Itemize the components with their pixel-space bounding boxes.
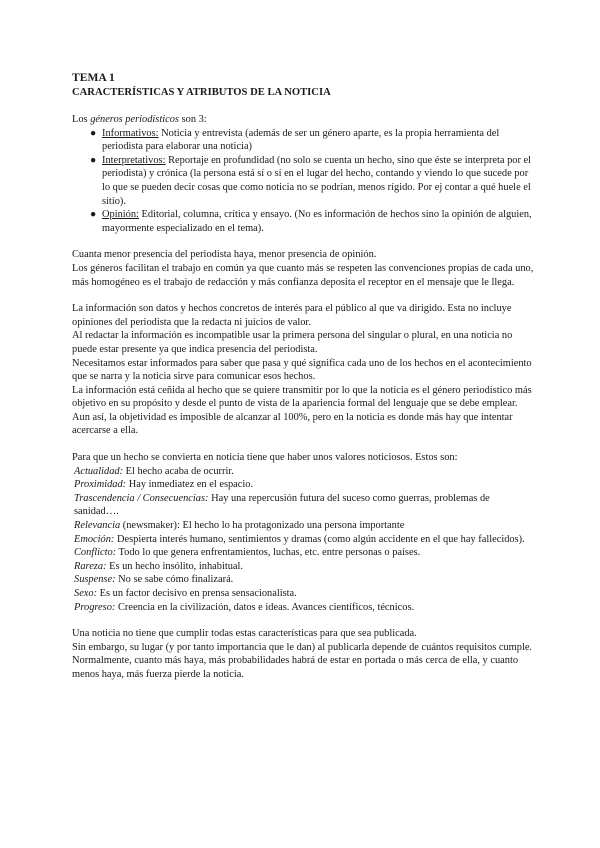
valor-label: Progreso: — [74, 601, 116, 613]
valor-text: Es un hecho insólito, inhabitual. — [106, 560, 244, 572]
valor-label: Relevancia — [74, 520, 121, 532]
genre-label: Opinión: — [102, 209, 139, 221]
valor-text: Todo lo que genera enfrentamientos, luchas, etc. entre personas o países. — [116, 547, 421, 559]
valor-item — [72, 465, 534, 479]
paragraph: Normalmente, cuanto más haya, más probabilidades habrá de estar en portada o más cerca de ella, y cuanto menos haya, más fuerza pierde la noticia. — [72, 655, 519, 680]
valor-item — [72, 519, 534, 533]
valor-item — [72, 573, 534, 587]
valor-text: No se sabe cómo finalizará. — [115, 574, 234, 586]
paragraph: La información son datos y hechos concretos de interés para el público al que va dirigido. Esta no incluye opiniones del periodista que la redacta ni juicios de valor. — [72, 303, 512, 328]
valor-label: Conflicto: — [74, 547, 117, 559]
paragraph: La información está ceñida al hecho que se quiere transmitir por lo que la noticia es el género periodístico más objetivo en su propósito y desde el punto de vista de la apariencia formal del lenguaje que se debe emplear. Aun así, la objetividad es imposible de alcanzar al 100%, pero en la noticia es donde más hay que intentar acercarse a ella. — [72, 384, 532, 437]
valor-label: Rareza: — [74, 560, 107, 572]
paragraph: Al redactar la información es incompatible usar la primera persona del singular o plural, en una noticia no puede estar presente ya que indica presencia del periodista. — [72, 330, 513, 355]
valor-label: Proximidad: — [74, 479, 127, 491]
document-subtitle: CARACTERÍSTICAS Y ATRIBUTOS DE LA NOTICIA — [72, 87, 331, 98]
document-page — [72, 70, 534, 682]
list-item — [90, 127, 534, 154]
paragraph: Los géneros facilitan el trabajo en común ya que cuanto más se respeten las convenciones propias de cada uno, más homogéneo es el trabajo de redacción y más confianza deposita el receptor en el mensaje que le llega. — [72, 262, 534, 288]
generos-intro-pre: Los — [72, 114, 91, 125]
valor-item — [72, 587, 534, 601]
genre-text: Reportaje en profundidad (no solo se cuenta un hecho, sino que éste se interpreta por el periodista) y crónica (la persona está sí o sí en el lugar del hecho, contando y viendo lo que sucede por lo que se pueden decir cosas que como noticia no se podrían, menos rígido. Por ej contar a qué huele el sitio). — [102, 154, 532, 207]
list-item — [90, 208, 534, 235]
valor-text: Hay una repercusión futura del suceso como guerras, problemas de sanidad…. — [74, 492, 490, 518]
valor-text: Hay inmediatez en el espacio. — [126, 479, 254, 491]
list-item — [90, 154, 534, 208]
valor-text: Creencia en la civilización, datos e ideas. Avances científicos, técnicos. — [115, 601, 415, 613]
generos-list — [72, 127, 534, 236]
paragraph: Necesitamos estar informados para saber que pasa y qué significa cada uno de los hechos en el acontecimiento que se narra y la noticia sirve para comunicar esos hechos. — [72, 357, 532, 383]
generos-intro — [72, 113, 534, 127]
document-title: TEMA 1 — [72, 71, 115, 84]
valor-item — [72, 560, 534, 574]
valor-label: Trascendencia / Consecuencias: — [74, 492, 209, 504]
genre-text: Editorial, columna, crítica y ensayo. (No es información de hechos sino la opinión de alguien, mayormente especializado en el tema). — [102, 209, 532, 234]
valor-text: (newsmaker): El hecho lo ha protagonizado una persona importante — [120, 520, 405, 532]
paragraph: Sin embargo, su lugar (y por tanto importancia que le dan) al publicarla depende de cuántos requisitos cumple. — [72, 641, 533, 653]
valor-item — [72, 533, 534, 547]
genre-text: Noticia y entrevista (además de ser un género aparte, es la propia herramienta del periodista para elaborar una noticia) — [102, 127, 500, 153]
valor-text: El hecho acaba de ocurrir. — [123, 465, 234, 477]
valor-label: Emoción: — [74, 533, 115, 545]
bullet-icon: ● — [90, 127, 97, 139]
valor-label: Suspense: — [74, 574, 116, 586]
paragraph: Cuanta menor presencia del periodista haya, menor presencia de opinión. — [72, 249, 377, 261]
valor-item — [72, 478, 534, 492]
valor-item — [72, 492, 534, 519]
valor-label: Actualidad: — [74, 465, 124, 477]
genre-label: Interpretativos: — [102, 154, 166, 166]
valor-item — [72, 601, 534, 615]
valor-item — [72, 546, 534, 560]
bullet-icon: ● — [90, 209, 97, 221]
valor-label: Sexo: — [74, 588, 98, 599]
bullet-icon: ● — [90, 154, 97, 166]
valor-text: Es un factor decisivo en prensa sensacionalista. — [97, 588, 297, 599]
valores-intro: Para que un hecho se convierta en noticia tiene que haber unos valores noticiosos. Estos son: — [72, 452, 458, 464]
genre-label: Informativos: — [102, 127, 159, 139]
valor-text: Despierta interés humano, sentimientos y dramas (como algún accidente en el que hay fallecidos). — [114, 533, 525, 545]
generos-intro-italic: géneros periodísticos — [90, 114, 179, 125]
paragraph: Una noticia no tiene que cumplir todas estas características para que sea publicada. — [72, 628, 417, 640]
generos-intro-post: son 3: — [178, 114, 207, 125]
